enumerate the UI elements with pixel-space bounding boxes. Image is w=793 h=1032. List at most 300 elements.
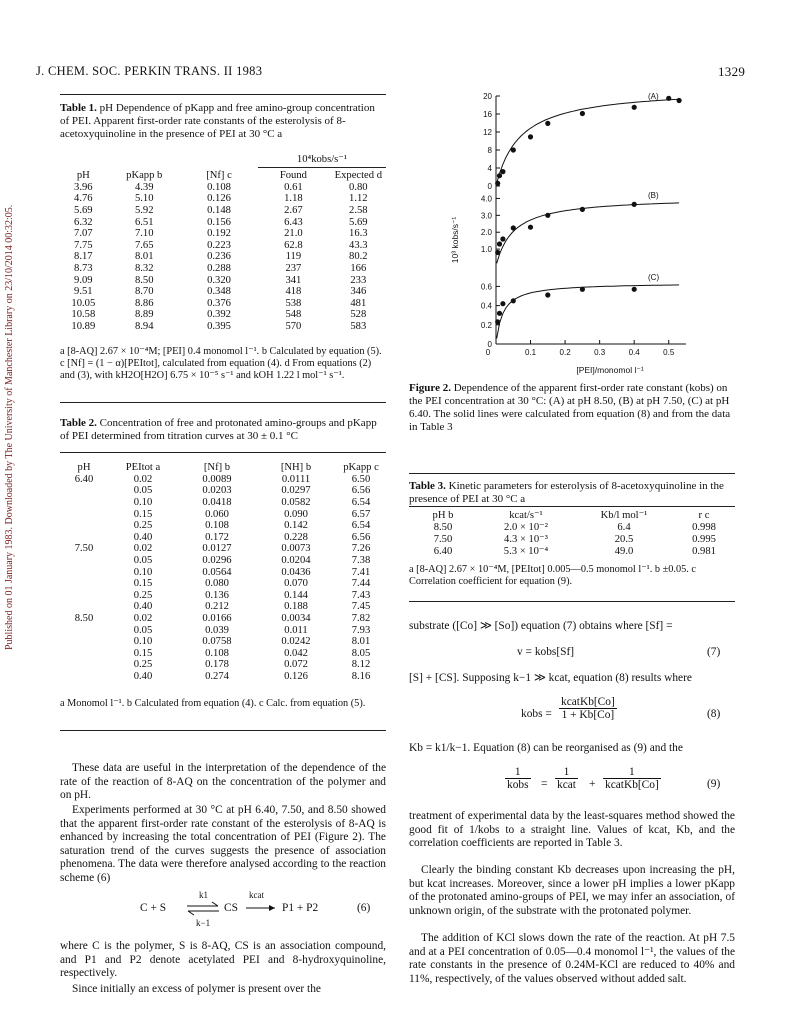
data-point [500, 236, 505, 241]
equation-9-term-1-num: 1 [505, 766, 531, 779]
table2-bottom-rule [60, 730, 386, 731]
table2-cell: 0.0127 [202, 543, 232, 555]
table2-row [60, 636, 386, 648]
table1-cell: 5.69 [74, 205, 93, 217]
table2-row [60, 578, 386, 590]
y-tick-label: 0 [487, 340, 492, 349]
table2-cell: 0.02 [133, 473, 153, 485]
table1-cell: 7.65 [134, 239, 154, 251]
table2-cell: 0.0582 [281, 497, 311, 509]
table1-row [60, 182, 386, 194]
equation-9-term-2-den: kcat [557, 779, 576, 791]
table2-cell [60, 566, 108, 578]
table1-cell: 8.73 [74, 263, 93, 275]
table1-cell: 341 [285, 274, 302, 286]
panel-label: (A) [648, 92, 659, 101]
table1-cell: 8.70 [134, 286, 154, 298]
table2-cell: 0.40 [133, 531, 153, 543]
table2-cell [60, 532, 108, 544]
equation-9-number: (9) [707, 778, 721, 790]
equation-7 [409, 646, 735, 662]
data-point [580, 111, 585, 116]
data-point [580, 287, 585, 292]
table2-cell: 8.05 [351, 647, 371, 659]
table2-caption-text: Concentration of free and protonated amino-groups and pKapp of PEI determined from titration curves at 30 ± 0.1 °C [60, 417, 377, 442]
x-tick-label: 0.1 [524, 348, 537, 357]
data-point [632, 202, 637, 207]
table1-cell: 5.10 [134, 193, 154, 205]
table1-label: Table 1. [60, 102, 97, 114]
table2-cell [60, 636, 108, 648]
table1-row [60, 228, 386, 240]
reaction-scheme [60, 890, 386, 930]
scheme-k1: k1 [199, 890, 208, 900]
table2-cell: 0.10 [133, 636, 153, 648]
table1-cell: 166 [350, 263, 367, 275]
table2-cell [60, 485, 108, 497]
table2-cell [60, 671, 108, 683]
table1-cell: 0.348 [207, 286, 231, 298]
table2-cell: 0.070 [284, 578, 308, 590]
table1-cell: 548 [285, 309, 302, 321]
data-point [500, 169, 505, 174]
y-tick-label: 8 [487, 146, 492, 155]
table1-cell: 80.2 [349, 251, 368, 263]
table2-cell: 0.142 [284, 520, 308, 532]
table2-cell: 0.090 [284, 508, 308, 520]
table3-footnote: a [8-AQ] 2.67 × 10⁻⁴M, [PEItot] 0.005—0.5 monomol l⁻¹. b ±0.05. c Correlation coefficient for equation (9). [409, 564, 696, 587]
y-tick-label: 16 [483, 110, 492, 119]
table2-cell: 0.178 [205, 659, 229, 671]
running-header: J. CHEM. SOC. PERKIN TRANS. II 1983 [36, 64, 263, 78]
table2-cell: 0.0242 [281, 636, 311, 648]
scheme-kcat: kcat [249, 890, 264, 900]
table2-col-peitot: PEItot a [125, 462, 161, 474]
table2-cell: 7.45 [351, 601, 371, 613]
equation-9-plus: + [589, 778, 596, 790]
table1-cell: 0.288 [207, 263, 231, 275]
table2-cell: 0.02 [133, 543, 153, 555]
table1-top-rule [60, 94, 386, 95]
table1-cell: 0.156 [207, 216, 231, 228]
x-tick-label: 0.4 [628, 348, 640, 357]
table1-cell: 10.58 [71, 309, 96, 321]
table2-cell: 7.44 [351, 578, 371, 590]
equation-9-equals: = [541, 778, 548, 790]
table1-cell: 0.320 [207, 274, 231, 286]
table2-cell: 0.15 [133, 578, 153, 590]
table2-cell: 6.54 [351, 497, 371, 509]
table3 [409, 509, 735, 557]
table2-cell: 0.0111 [281, 473, 311, 485]
table1-row [60, 240, 386, 252]
table2-cell: 0.212 [205, 601, 229, 613]
y-tick-label: 0.4 [480, 301, 492, 311]
table2-cell: 6.54 [351, 520, 371, 532]
table2-cell [60, 520, 108, 532]
table1-cell: 4.76 [74, 193, 93, 205]
table1-cell: 62.8 [284, 239, 303, 251]
table1-cell: 1.18 [284, 193, 303, 205]
left-paragraph-4: Since initially an excess of polymer is present over the [72, 983, 321, 995]
table2-cell: 0.0089 [202, 473, 232, 485]
table2-cell: 0.05 [133, 555, 153, 567]
table2-row [60, 601, 386, 613]
table2-cell: 0.05 [133, 485, 153, 497]
figure2-caption [409, 382, 735, 434]
left-paragraph-2: Experiments performed at 30 °C at pH 6.40, 7.50, and 8.50 showed that the apparent first-order rate constant of the esterolysis of 8-AQ is enhanced by increasing the total concentration of PEI (Figure 2). The saturation trend of the curves suggests the presence of association phenomena. The data were therefore analysed according to the reaction scheme (6) [60, 804, 386, 884]
table2-cell: 0.136 [205, 589, 229, 601]
equation-9-term-2-num: 1 [555, 766, 578, 779]
data-point [528, 225, 533, 230]
table3-caption [409, 480, 735, 506]
left-paragraph-3: where C is the polymer, S is 8-AQ, CS is an association compound, and P1 and P2 denote acetylated PEI and 8-hydroxyquinoline, respectively. [60, 940, 386, 980]
table2-cell [60, 555, 108, 567]
table2-cell: 0.25 [133, 520, 153, 532]
table1-cell: 6.51 [134, 216, 154, 228]
table2-row [60, 613, 386, 625]
table2-cell: 0.0564 [202, 566, 232, 578]
table2-cell: 7.43 [351, 589, 371, 601]
y-tick-label: 3.0 [480, 211, 492, 221]
table2-row [60, 474, 386, 486]
scheme-products: P1 + P2 [282, 902, 319, 914]
table3-header-row [409, 509, 735, 521]
data-point [528, 134, 533, 139]
equation-8-number: (8) [707, 708, 721, 720]
table3-row [409, 533, 735, 545]
data-point [545, 292, 550, 297]
y-tick-label: 12 [483, 128, 492, 137]
table1-cell: 16.3 [349, 228, 368, 240]
y-tick-label: 20 [483, 92, 492, 101]
data-point [632, 105, 637, 110]
table2-cell: 8.50 [74, 613, 94, 625]
table1-cell: 0.126 [207, 193, 231, 205]
data-point [497, 173, 502, 178]
table2-cell: 0.108 [205, 647, 229, 659]
table1-cell: 5.69 [349, 216, 368, 228]
table1-row [60, 298, 386, 310]
data-point [545, 213, 550, 218]
y-tick-label: 0 [487, 182, 492, 191]
table1-col-expected: Expected d [334, 170, 382, 182]
table2-cell: 0.02 [133, 613, 153, 625]
table1-cell: 233 [350, 274, 367, 286]
table2-cell: 0.0204 [281, 555, 311, 567]
table1-cell: 6.43 [284, 216, 303, 228]
table3-cell: 2.0 × 10⁻² [504, 522, 548, 533]
table3-col-kb: Kb/l mol⁻¹ [600, 510, 648, 521]
table1-cell: 528 [350, 309, 367, 321]
table2-row [60, 497, 386, 509]
table2-cell: 7.93 [351, 624, 371, 636]
table2-col-nf: [Nf] b [203, 462, 231, 474]
table1-cell: 9.09 [74, 274, 93, 286]
table3-bottom-rule [409, 601, 735, 602]
table2-row [60, 532, 386, 544]
table3-cell: 6.40 [433, 545, 453, 557]
y-tick-label: 4.0 [480, 194, 492, 204]
table2-header-row [60, 462, 386, 474]
equation-9-term-1-den: kobs [507, 779, 529, 791]
fit-curve [497, 203, 679, 263]
table2-cell: 6.57 [351, 508, 371, 520]
table3-caption-text: Kinetic parameters for esterolysis of 8-acetoxyquinoline in the presence of PEI at 30 °C a [409, 480, 724, 505]
table2-cell: 0.080 [205, 578, 229, 590]
right-paragraph-3: The addition of KCl slows down the rate of the reaction. At pH 7.5 and at a PEI concentration of 0.05—0.4 monomol l⁻¹, the values of the rate constants in the presence of 0.24M-KCl are reduced to 40% and 11%, respectively, of the values observed without added salt. [409, 932, 735, 985]
table1-cell: 0.148 [207, 205, 231, 217]
x-tick-label: 0.5 [663, 348, 675, 357]
right-sentence-3: Kb = k1/k−1. Equation (8) can be reorganised as (9) and the [409, 742, 683, 754]
table2-label: Table 2. [60, 417, 97, 429]
data-point [500, 301, 505, 306]
table1-col-ph: pH [76, 170, 90, 182]
table2-row [60, 508, 386, 520]
y-tick-label: 2.0 [480, 228, 492, 238]
table2-row [60, 543, 386, 555]
table1-row [60, 193, 386, 205]
table3-top-rule [409, 473, 735, 474]
x-tick-label: 0.3 [594, 348, 606, 357]
table3-cell: 0.981 [692, 545, 716, 557]
table2-cell [60, 578, 108, 590]
table3-cell: 0.995 [692, 533, 716, 545]
left-paragraph-1: These data are useful in the interpretation of the dependence of the rate of the reaction of 8-AQ on the concentration of the polymer and on pH. [60, 762, 386, 802]
table2-cell: 8.16 [351, 670, 371, 682]
table1-span-rule [258, 167, 386, 168]
equation-9-term-3 [603, 766, 661, 791]
y-tick-label: 4 [487, 164, 492, 173]
table3-cell: 0.998 [692, 521, 716, 533]
table2-cell: 0.144 [284, 589, 308, 601]
table2-cell: 0.228 [284, 531, 308, 543]
table1-cell: 0.376 [207, 297, 231, 309]
table1-caption-text: pH Dependence of pKapp and free amino-group concentration of PEI. Apparent first-order rate constants of the esterolysis of 8-acetoxyquinoline in the presence of PEI at 30 °C a [60, 102, 375, 140]
table2-cell: 0.05 [133, 624, 153, 636]
table1-cell: 8.17 [74, 251, 93, 263]
table3-cell: 49.0 [614, 545, 634, 557]
table1-cell: 0.236 [207, 251, 231, 263]
equation-9-term-2 [555, 766, 578, 791]
table1-cell: 583 [350, 321, 367, 333]
data-point [677, 98, 682, 103]
table1-row [60, 274, 386, 286]
table2-cell: 0.0296 [202, 555, 232, 567]
table2-cell: 0.40 [133, 601, 153, 613]
table1-row [60, 321, 386, 333]
table1-cell: 9.51 [74, 286, 93, 298]
table2-cell: 0.108 [205, 520, 229, 532]
table2-cell: 0.15 [133, 508, 153, 520]
table1-cell: 0.80 [349, 181, 368, 193]
table1-header-row [60, 170, 386, 182]
table3-cell: 5.3 × 10⁻⁴ [503, 546, 549, 557]
table2-cell: 0.0203 [202, 485, 232, 497]
table1-cell: 8.01 [134, 251, 154, 263]
table2-cell: 0.042 [284, 647, 308, 659]
table1-cell: 2.67 [284, 205, 303, 217]
table1-row [60, 286, 386, 298]
y-axis-label: 10³ kobs/s⁻¹ [450, 216, 460, 264]
table1-row [60, 263, 386, 275]
table2-caption [60, 417, 386, 443]
scheme-k-minus1: k−1 [196, 918, 211, 928]
table1-cell: 0.223 [207, 239, 231, 251]
scheme-number: (6) [357, 902, 371, 914]
table1-span-header: 10⁴kobs/s⁻¹ [296, 154, 348, 165]
table2-cell: 7.38 [351, 555, 371, 567]
table2-cell: 0.25 [133, 659, 153, 671]
table1-col-found: Found [279, 170, 307, 182]
table2-cell: 0.0166 [202, 613, 232, 625]
table2-cell: 6.56 [351, 485, 371, 497]
fit-curve [497, 285, 679, 339]
table2-cell: 0.274 [205, 670, 229, 682]
table2-cell: 0.0436 [281, 566, 311, 578]
table1-cell: 7.07 [74, 228, 93, 240]
table3-cell: 20.5 [614, 533, 634, 545]
table2-row [60, 659, 386, 671]
table2-cell: 0.40 [133, 670, 153, 682]
download-stamp: Published on 01 January 1983. Downloaded by The University of Manchester Library on 23/10/2014 00:32:05. [4, 204, 15, 650]
table1-cell: 0.192 [207, 228, 231, 240]
data-point [666, 96, 671, 101]
table2-cell: 0.10 [133, 497, 153, 509]
x-tick-label: 0.2 [559, 348, 571, 357]
table2-row [60, 520, 386, 532]
table2-row [60, 566, 386, 578]
table1-bottom-rule [60, 402, 386, 403]
table2-cell: 0.0297 [281, 485, 311, 497]
scheme-reactants: C + S [140, 902, 167, 914]
table1-cell: 8.89 [134, 309, 154, 321]
table2-col-pkapp: pKapp c [343, 462, 379, 474]
table1-cell: 2.58 [349, 205, 368, 217]
table3-row [409, 521, 735, 533]
equation-9-term-1 [505, 766, 531, 791]
table2-cell: 0.15 [133, 647, 153, 659]
right-sentence-2: [S] + [CS]. Supposing k−1 ≫ kcat, equation (8) results where [409, 672, 692, 684]
equation-7-number: (7) [707, 646, 721, 658]
table2-row [60, 648, 386, 660]
table1-cell: 5.92 [134, 205, 154, 217]
forward-arrow [244, 903, 278, 913]
table2-row [60, 590, 386, 602]
table1-cell: 418 [285, 286, 302, 298]
table2-cell [60, 601, 108, 613]
table2-cell: 0.188 [284, 601, 308, 613]
table1 [60, 170, 386, 332]
table2-cell: 7.82 [351, 613, 371, 625]
table2-footnote: a Monomol l⁻¹. b Calculated from equation (4). c Calc. from equation (5). [60, 698, 366, 709]
table2-cell: 0.011 [284, 624, 308, 636]
table2-col-nh: [NH] b [280, 462, 312, 474]
table1-cell: 0.61 [284, 181, 303, 193]
table2-header-rule [60, 452, 386, 453]
table3-col-kcat: kcat/s⁻¹ [509, 510, 543, 521]
equation-8-lhs: kobs = [521, 708, 552, 720]
data-point [545, 121, 550, 126]
table2-row [60, 671, 386, 683]
table2-cell: 0.0073 [281, 543, 311, 555]
panel-label: (C) [648, 273, 660, 282]
table1-cell: 8.94 [134, 321, 154, 333]
table1-cell: 8.86 [134, 297, 154, 309]
table1-row [60, 309, 386, 321]
table3-cell: 6.4 [617, 521, 631, 533]
x-axis-label: [PEI]/monomol l⁻¹ [576, 365, 644, 375]
table2-cell [60, 659, 108, 671]
table1-row [60, 205, 386, 217]
table3-row [409, 545, 735, 557]
table1-cell: 7.10 [134, 228, 154, 240]
table2-cell: 0.25 [133, 589, 153, 601]
equilibrium-arrow [185, 901, 221, 917]
data-point [495, 250, 500, 255]
table3-cell: 7.50 [433, 533, 453, 545]
table3-col-r: r c [698, 509, 710, 521]
table3-cell: 8.50 [433, 521, 453, 533]
table1-cell: 3.96 [74, 181, 93, 193]
panel-label: (B) [648, 191, 659, 200]
table3-label: Table 3. [409, 480, 446, 492]
data-point [495, 319, 500, 324]
table2-cell: 7.50 [74, 543, 94, 555]
data-point [511, 225, 516, 230]
table2-cell: 7.26 [351, 543, 371, 555]
table2-cell: 0.060 [205, 508, 229, 520]
figure2-plot [440, 90, 740, 380]
data-point [511, 298, 516, 303]
table1-col-nf: [Nf] c [206, 170, 232, 182]
data-point [632, 287, 637, 292]
table2-cell [60, 497, 108, 509]
table1-row [60, 251, 386, 263]
table3-cell: 4.3 × 10⁻³ [504, 534, 548, 545]
table1-cell: 1.12 [349, 193, 368, 205]
table1-cell: 7.75 [74, 239, 93, 251]
table2-cell [60, 508, 108, 520]
data-point [511, 147, 516, 152]
table1-cell: 538 [285, 297, 302, 309]
table3-header-rule [409, 506, 735, 507]
equation-9 [409, 764, 735, 804]
data-point [580, 207, 585, 212]
table2-cell: 0.0418 [202, 497, 232, 509]
table1-cell: 0.395 [207, 321, 231, 333]
table1-cell: 10.05 [71, 297, 96, 309]
x-tick-label: 0 [485, 348, 491, 357]
data-point [495, 181, 500, 186]
table2-cell: 8.01 [351, 636, 371, 648]
scheme-complex: CS [224, 902, 238, 914]
table1-footnote: a [8-AQ] 2.67 × 10⁻⁴M; [PEI] 0.4 monomol l⁻¹. b Calculated by equation (5). c [Nf] = (1 − α)[PEItot], calculated from equation (4). d From equations (2) and (3), with kH2O[H2O] 6.75 × 10⁻⁵ s⁻¹ and kOH 1.22 l mol⁻¹ s⁻¹. [60, 346, 382, 381]
table1-col-pkapp: pKapp b [126, 170, 163, 182]
table2-cell: 0.126 [284, 670, 308, 682]
table2-cell: 0.172 [205, 531, 229, 543]
table1-cell: 237 [285, 263, 302, 275]
table1-cell: 43.3 [349, 239, 368, 251]
table1-cell: 346 [350, 286, 367, 298]
table1-cell: 0.108 [207, 181, 231, 193]
table2-row [60, 555, 386, 567]
y-tick-label: 0.2 [480, 320, 492, 330]
table2-row [60, 624, 386, 636]
page-number: 1329 [718, 64, 746, 79]
table2-cell: 0.072 [284, 659, 308, 671]
table2-cell: 6.56 [351, 531, 371, 543]
